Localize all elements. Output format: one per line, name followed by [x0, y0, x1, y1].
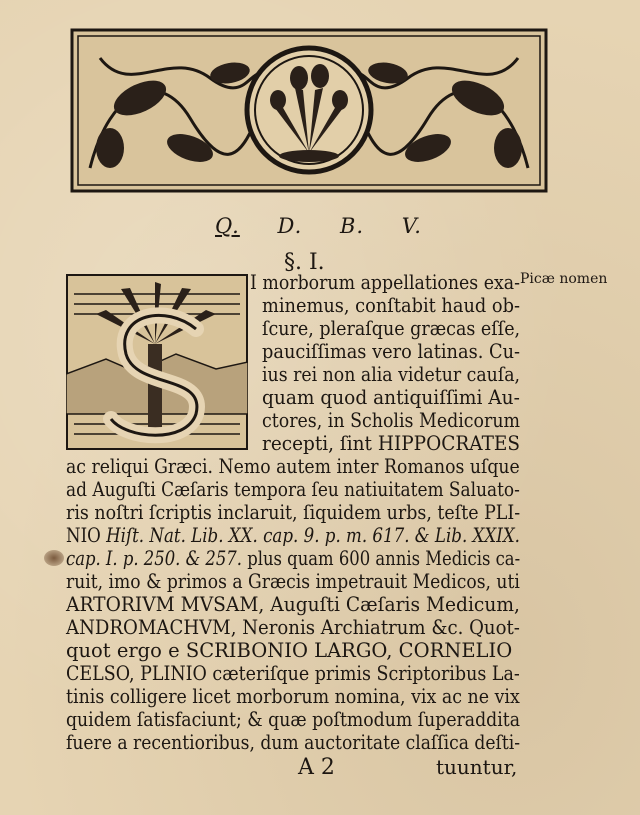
heading-letter: B.	[340, 214, 365, 238]
text-line: ſcure, pleraſque græcas eſſe,	[262, 317, 521, 340]
heading-letter: V.	[401, 214, 422, 238]
heading-letter: Q.	[215, 214, 240, 238]
signature-mark: A 2	[298, 755, 335, 780]
ornamental-headpiece	[70, 28, 548, 193]
text-line: ris noſtri ſcriptis inclaruit, ſiquidem urbs, teſte PLI-	[66, 501, 521, 524]
decorated-initial-s	[66, 274, 248, 450]
heading-letter: D.	[277, 214, 303, 238]
section-number: §. I.	[284, 250, 325, 275]
text-line: tinis colligere licet morborum nomina, vix ac ne vix	[66, 685, 520, 708]
text-line: ruit, imo & primos a Græcis impetrauit Medicos, uti	[66, 570, 520, 593]
text-line: I morborum appellationes exa-	[250, 271, 520, 294]
text-line: ctores, in Scholis Medicorum	[262, 409, 521, 432]
text-line: CELSO, PLINIO cæteriſque primis Scriptoribus La-	[66, 662, 520, 685]
marginal-note: Picæ nomen	[520, 271, 608, 287]
citation-italic: cap. I. p. 250. & 257.	[66, 547, 242, 570]
text-line	[66, 525, 520, 547]
text-line: ARTORIVM MVSAM, Auguſti Cæſaris Medicum,	[66, 593, 520, 616]
text-line: ac reliqui Græci. Nemo autem inter Romanos uſque	[66, 455, 520, 478]
citation-italic: Hiſt. Nat. Lib. XX. cap. 9. p. m. 617. & Lib. XXIX.	[106, 524, 520, 547]
text-line: pauciſſimas vero latinas. Cu-	[262, 340, 521, 363]
text-line: quam quod antiquiſſimi Au-	[262, 386, 520, 409]
text-segment: plus quam 600 annis Medicis ca-	[241, 547, 521, 570]
text-line: ad Auguſti Cæſaris tempora ſeu natiuitatem Saluato-	[66, 478, 520, 501]
text-line: fuere a recentioribus, dum auctoritate claſſica deſti-	[66, 731, 521, 754]
text-segment: NIO	[66, 524, 107, 547]
text-line: ius rei non alia videtur cauſa,	[262, 363, 521, 386]
text-line: minemus, conſtabit haud ob-	[262, 294, 520, 317]
text-line: ANDROMACHVM, Neronis Archiatrum &c. Quot-	[66, 616, 520, 639]
invocation-heading	[215, 214, 452, 238]
ink-blot	[44, 550, 64, 566]
catchword: tuuntur,	[436, 755, 518, 779]
text-line: recepti, ſint HIPPOCRATES	[262, 432, 521, 455]
text-line: quot ergo e SCRIBONIO LARGO, CORNELIO	[66, 639, 513, 662]
text-line: quidem ſatisfaciunt; & quæ poſtmodum ſuperaddita	[66, 708, 521, 731]
text-line	[66, 548, 520, 570]
